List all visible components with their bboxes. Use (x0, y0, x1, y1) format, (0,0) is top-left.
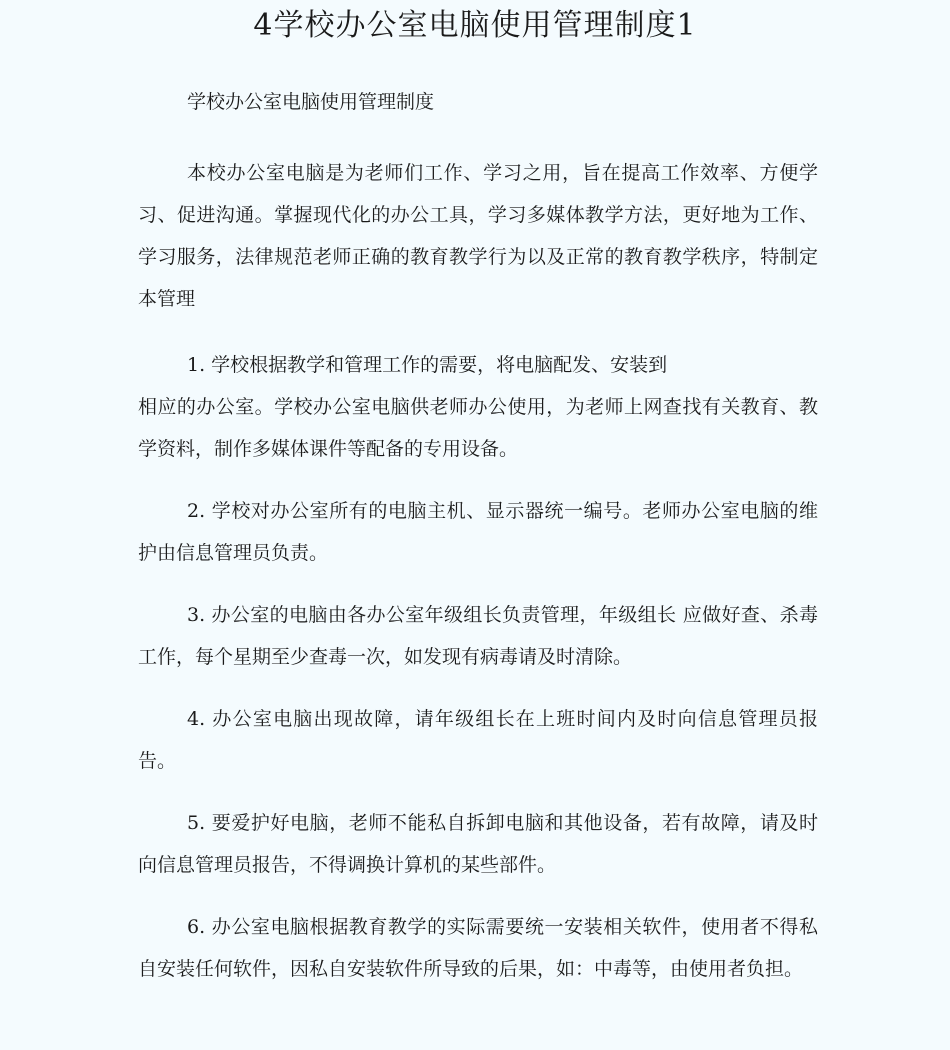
document-subtitle: 学校办公室电脑使用管理制度 (187, 91, 435, 113)
clause-1: 1. 学校根据教学和管理工作的需要，将电脑配发、安装到 相应的办公室。学校办公室电脑供老师办公使用，为老师上网查找有关教育、教学资料，制作多媒体课件等配备的专用设备。 (138, 354, 818, 460)
clause-4: 4. 办公室电脑出现故障，请年级组长在上班时间内及时向信息管理员报告。 (138, 708, 818, 772)
clause-3: 3. 办公室的电脑由各办公室年级组长负责管理，年级组长 应做好查、杀毒工作，每个星期至少查毒一次，如发现有病毒请及时清除。 (138, 604, 818, 668)
clause-2: 2. 学校对办公室所有的电脑主机、显示器统一编号。老师办公室电脑的维护由信息管理员负责。 (138, 500, 818, 564)
intro-paragraph: 本校办公室电脑是为老师们工作、学习之用，旨在提高工作效率、方便学习、促进沟通。掌握现代化的办公工具，学习多媒体教学方法，更好地为工作、学习服务，法律规范老师正确的教育教学行为以及正常的教育教学秩序，特制定本管理 (138, 162, 818, 310)
document-body (138, 82, 818, 990)
document-title: 4学校办公室电脑使用管理制度1 (253, 8, 697, 43)
clause-6: 6. 办公室电脑根据教育教学的实际需要统一安装相关软件，使用者不得私自安装任何软件，因私自安装软件所导致的后果，如：中毒等，由使用者负担。 (138, 916, 818, 980)
clause-5: 5. 要爱护好电脑，老师不能私自拆卸电脑和其他设备，若有故障，请及时向信息管理员报告，不得调换计算机的某些部件。 (138, 812, 818, 876)
